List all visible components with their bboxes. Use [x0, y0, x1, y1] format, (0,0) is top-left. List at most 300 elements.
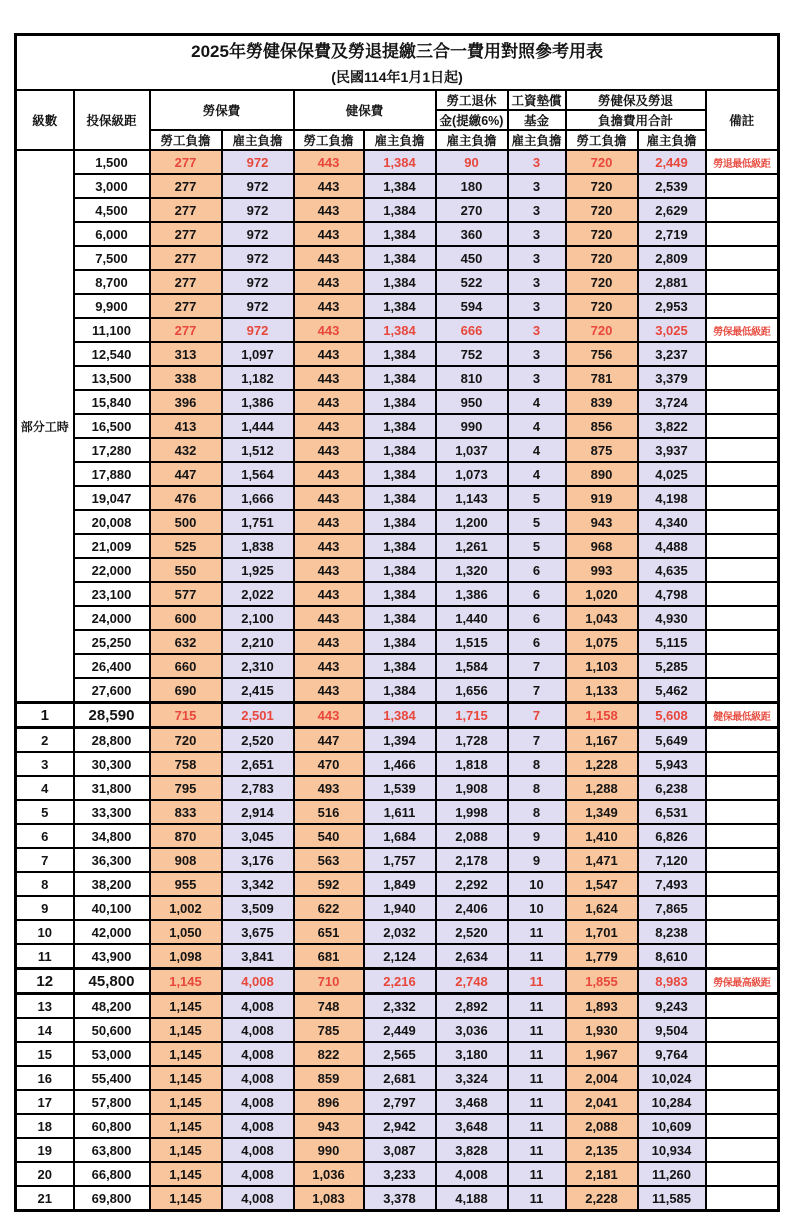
value-cell: 666 — [436, 318, 508, 342]
value-cell: 1,849 — [364, 872, 436, 896]
table-row — [16, 1018, 779, 1042]
value-cell: 660 — [150, 654, 222, 678]
value-cell: 1,133 — [566, 678, 638, 703]
value-cell: 875 — [566, 438, 638, 462]
value-cell: 1,384 — [364, 486, 436, 510]
value-cell: 443 — [294, 270, 364, 294]
remark-cell — [706, 366, 779, 390]
value-cell: 11 — [508, 994, 566, 1019]
value-cell: 2,629 — [638, 198, 706, 222]
value-cell: 1,930 — [566, 1018, 638, 1042]
bracket-cell: 15,840 — [74, 390, 150, 414]
value-cell: 752 — [436, 342, 508, 366]
value-cell: 2,088 — [566, 1114, 638, 1138]
table-row — [16, 438, 779, 462]
value-cell: 5,649 — [638, 728, 706, 753]
bracket-cell: 17,280 — [74, 438, 150, 462]
table-row — [16, 824, 779, 848]
level-cell: 8 — [16, 872, 74, 896]
value-cell: 3,237 — [638, 342, 706, 366]
value-cell: 4 — [508, 414, 566, 438]
value-cell: 1,893 — [566, 994, 638, 1019]
value-cell: 1,925 — [222, 558, 294, 582]
value-cell: 1,349 — [566, 800, 638, 824]
level-cell: 6 — [16, 824, 74, 848]
value-cell: 447 — [294, 728, 364, 753]
value-cell: 3,378 — [364, 1186, 436, 1211]
table-row — [16, 486, 779, 510]
value-cell: 270 — [436, 198, 508, 222]
remark-cell — [706, 414, 779, 438]
value-cell: 2,041 — [566, 1090, 638, 1114]
bracket-cell: 53,000 — [74, 1042, 150, 1066]
value-cell: 313 — [150, 342, 222, 366]
bracket-cell: 4,500 — [74, 198, 150, 222]
value-cell: 720 — [566, 318, 638, 342]
value-cell: 4,798 — [638, 582, 706, 606]
value-cell: 2,310 — [222, 654, 294, 678]
table-row — [16, 318, 779, 342]
table-row — [16, 222, 779, 246]
value-cell: 4,488 — [638, 534, 706, 558]
value-cell: 758 — [150, 752, 222, 776]
remark-cell — [706, 752, 779, 776]
value-cell: 3 — [508, 198, 566, 222]
value-cell: 622 — [294, 896, 364, 920]
value-cell: 1,701 — [566, 920, 638, 944]
value-cell: 1,384 — [364, 438, 436, 462]
header-wage-fund-employer-share: 雇主負擔 — [508, 130, 566, 150]
value-cell: 1,097 — [222, 342, 294, 366]
value-cell: 993 — [566, 558, 638, 582]
value-cell: 4,008 — [222, 1138, 294, 1162]
value-cell: 4,188 — [436, 1186, 508, 1211]
value-cell: 180 — [436, 174, 508, 198]
value-cell: 2,100 — [222, 606, 294, 630]
value-cell: 3 — [508, 342, 566, 366]
header-total-line1: 勞健保及勞退 — [566, 90, 706, 110]
value-cell: 5,115 — [638, 630, 706, 654]
value-cell: 720 — [566, 174, 638, 198]
value-cell: 2,942 — [364, 1114, 436, 1138]
value-cell: 1,145 — [150, 1066, 222, 1090]
value-cell: 839 — [566, 390, 638, 414]
value-cell: 943 — [294, 1114, 364, 1138]
value-cell: 1,384 — [364, 150, 436, 174]
value-cell: 4 — [508, 462, 566, 486]
value-cell: 3,675 — [222, 920, 294, 944]
value-cell: 2,178 — [436, 848, 508, 872]
value-cell: 2,520 — [222, 728, 294, 753]
value-cell: 1,779 — [566, 944, 638, 969]
table-row — [16, 776, 779, 800]
table-row — [16, 630, 779, 654]
value-cell: 443 — [294, 150, 364, 174]
table-row — [16, 872, 779, 896]
level-cell: 14 — [16, 1018, 74, 1042]
bracket-cell: 3,000 — [74, 174, 150, 198]
value-cell: 781 — [566, 366, 638, 390]
value-cell: 715 — [150, 703, 222, 728]
remark-cell: 勞退最低級距 — [706, 150, 779, 174]
level-cell: 5 — [16, 800, 74, 824]
remark-cell — [706, 534, 779, 558]
header-wage-fund-line2: 基金 — [508, 110, 566, 130]
value-cell: 3,724 — [638, 390, 706, 414]
value-cell: 10,934 — [638, 1138, 706, 1162]
bracket-cell: 57,800 — [74, 1090, 150, 1114]
value-cell: 443 — [294, 366, 364, 390]
table-row — [16, 969, 779, 994]
value-cell: 1,855 — [566, 969, 638, 994]
value-cell: 577 — [150, 582, 222, 606]
value-cell: 277 — [150, 198, 222, 222]
bracket-cell: 55,400 — [74, 1066, 150, 1090]
level-cell: 21 — [16, 1186, 74, 1211]
value-cell: 540 — [294, 824, 364, 848]
table-row — [16, 342, 779, 366]
value-cell: 2,953 — [638, 294, 706, 318]
value-cell: 1,751 — [222, 510, 294, 534]
remark-cell — [706, 630, 779, 654]
value-cell: 1,384 — [364, 174, 436, 198]
value-cell: 6 — [508, 558, 566, 582]
value-cell: 756 — [566, 342, 638, 366]
value-cell: 1,908 — [436, 776, 508, 800]
value-cell: 5 — [508, 486, 566, 510]
table-row — [16, 654, 779, 678]
table-row — [16, 1186, 779, 1211]
value-cell: 443 — [294, 414, 364, 438]
bracket-cell: 45,800 — [74, 969, 150, 994]
value-cell: 6,531 — [638, 800, 706, 824]
table-row — [16, 558, 779, 582]
value-cell: 277 — [150, 294, 222, 318]
value-cell: 447 — [150, 462, 222, 486]
bracket-cell: 16,500 — [74, 414, 150, 438]
value-cell: 3,822 — [638, 414, 706, 438]
table-row — [16, 414, 779, 438]
value-cell: 651 — [294, 920, 364, 944]
value-cell: 1,611 — [364, 800, 436, 824]
value-cell: 4,008 — [222, 1114, 294, 1138]
value-cell: 11 — [508, 1186, 566, 1211]
value-cell: 3,509 — [222, 896, 294, 920]
header-total-employee-share: 勞工負擔 — [566, 130, 638, 150]
value-cell: 1,384 — [364, 246, 436, 270]
value-cell: 2,565 — [364, 1042, 436, 1066]
bracket-cell: 26,400 — [74, 654, 150, 678]
value-cell: 990 — [294, 1138, 364, 1162]
bracket-cell: 28,800 — [74, 728, 150, 753]
bracket-cell: 17,880 — [74, 462, 150, 486]
value-cell: 277 — [150, 270, 222, 294]
value-cell: 1,386 — [222, 390, 294, 414]
value-cell: 1,715 — [436, 703, 508, 728]
header-health-employer-share: 雇主負擔 — [364, 130, 436, 150]
value-cell: 1,083 — [294, 1186, 364, 1211]
value-cell: 822 — [294, 1042, 364, 1066]
remark-cell — [706, 848, 779, 872]
header-level: 級數 — [16, 90, 74, 150]
value-cell: 1,320 — [436, 558, 508, 582]
value-cell: 896 — [294, 1090, 364, 1114]
remark-cell — [706, 462, 779, 486]
value-cell: 1,384 — [364, 198, 436, 222]
value-cell: 11 — [508, 1066, 566, 1090]
remark-cell — [706, 1090, 779, 1114]
value-cell: 908 — [150, 848, 222, 872]
table-row — [16, 510, 779, 534]
bracket-cell: 19,047 — [74, 486, 150, 510]
value-cell: 1,384 — [364, 222, 436, 246]
value-cell: 7,120 — [638, 848, 706, 872]
value-cell: 11 — [508, 969, 566, 994]
table-row — [16, 198, 779, 222]
header-total-employer-share: 雇主負擔 — [638, 130, 706, 150]
value-cell: 90 — [436, 150, 508, 174]
value-cell: 3,045 — [222, 824, 294, 848]
value-cell: 7 — [508, 654, 566, 678]
value-cell: 785 — [294, 1018, 364, 1042]
value-cell: 2,809 — [638, 246, 706, 270]
value-cell: 870 — [150, 824, 222, 848]
level-cell: 17 — [16, 1090, 74, 1114]
value-cell: 720 — [566, 270, 638, 294]
value-cell: 11 — [508, 1090, 566, 1114]
table-row — [16, 294, 779, 318]
table-row — [16, 848, 779, 872]
value-cell: 2,415 — [222, 678, 294, 703]
value-cell: 522 — [436, 270, 508, 294]
value-cell: 720 — [566, 198, 638, 222]
value-cell: 710 — [294, 969, 364, 994]
value-cell: 443 — [294, 222, 364, 246]
value-cell: 4,008 — [436, 1162, 508, 1186]
bracket-cell: 42,000 — [74, 920, 150, 944]
value-cell: 968 — [566, 534, 638, 558]
value-cell: 1,002 — [150, 896, 222, 920]
table-row — [16, 896, 779, 920]
bracket-cell: 48,200 — [74, 994, 150, 1019]
bracket-cell: 20,008 — [74, 510, 150, 534]
bracket-cell: 22,000 — [74, 558, 150, 582]
value-cell: 690 — [150, 678, 222, 703]
remark-cell — [706, 606, 779, 630]
value-cell: 1,384 — [364, 654, 436, 678]
value-cell: 720 — [566, 294, 638, 318]
value-cell: 4,340 — [638, 510, 706, 534]
level-cell: 4 — [16, 776, 74, 800]
bracket-cell: 43,900 — [74, 944, 150, 969]
value-cell: 6 — [508, 606, 566, 630]
value-cell: 1,167 — [566, 728, 638, 753]
remark-cell — [706, 342, 779, 366]
value-cell: 9 — [508, 824, 566, 848]
table-row — [16, 150, 779, 174]
value-cell: 7 — [508, 703, 566, 728]
value-cell: 550 — [150, 558, 222, 582]
table-row — [16, 994, 779, 1019]
value-cell: 2,181 — [566, 1162, 638, 1186]
table-row — [16, 703, 779, 728]
table-row — [16, 1042, 779, 1066]
value-cell: 3 — [508, 174, 566, 198]
value-cell: 3,468 — [436, 1090, 508, 1114]
value-cell: 1,384 — [364, 582, 436, 606]
value-cell: 950 — [436, 390, 508, 414]
value-cell: 1,036 — [294, 1162, 364, 1186]
value-cell: 6,238 — [638, 776, 706, 800]
header-row-groups — [16, 90, 779, 110]
value-cell: 2,539 — [638, 174, 706, 198]
remark-cell: 健保最低級距 — [706, 703, 779, 728]
value-cell: 4 — [508, 438, 566, 462]
value-cell: 3 — [508, 366, 566, 390]
header-pension-line1: 勞工退休 — [436, 90, 508, 110]
value-cell: 1,384 — [364, 390, 436, 414]
bracket-cell: 8,700 — [74, 270, 150, 294]
remark-cell — [706, 994, 779, 1019]
value-cell: 3,648 — [436, 1114, 508, 1138]
remark-cell — [706, 944, 779, 969]
value-cell: 4 — [508, 390, 566, 414]
value-cell: 8 — [508, 752, 566, 776]
value-cell: 470 — [294, 752, 364, 776]
value-cell: 1,145 — [150, 1186, 222, 1211]
value-cell: 919 — [566, 486, 638, 510]
value-cell: 443 — [294, 678, 364, 703]
value-cell: 1,384 — [364, 342, 436, 366]
value-cell: 2,332 — [364, 994, 436, 1019]
remark-cell — [706, 246, 779, 270]
value-cell: 338 — [150, 366, 222, 390]
value-cell: 1,145 — [150, 1162, 222, 1186]
value-cell: 1,656 — [436, 678, 508, 703]
value-cell: 443 — [294, 630, 364, 654]
value-cell: 1,444 — [222, 414, 294, 438]
value-cell: 1,394 — [364, 728, 436, 753]
value-cell: 10,284 — [638, 1090, 706, 1114]
value-cell: 10 — [508, 896, 566, 920]
value-cell: 11 — [508, 1042, 566, 1066]
value-cell: 443 — [294, 654, 364, 678]
remark-cell — [706, 390, 779, 414]
value-cell: 1,384 — [364, 462, 436, 486]
value-cell: 413 — [150, 414, 222, 438]
remark-cell — [706, 776, 779, 800]
bracket-cell: 6,000 — [74, 222, 150, 246]
level-cell: 15 — [16, 1042, 74, 1066]
remark-cell — [706, 1186, 779, 1211]
value-cell: 525 — [150, 534, 222, 558]
value-cell: 2,228 — [566, 1186, 638, 1211]
remark-cell — [706, 1162, 779, 1186]
table-row — [16, 678, 779, 703]
table-row — [16, 800, 779, 824]
value-cell: 1,145 — [150, 1138, 222, 1162]
value-cell: 4,930 — [638, 606, 706, 630]
value-cell: 795 — [150, 776, 222, 800]
bracket-cell: 24,000 — [74, 606, 150, 630]
value-cell: 2,681 — [364, 1066, 436, 1090]
bracket-cell: 38,200 — [74, 872, 150, 896]
value-cell: 1,228 — [566, 752, 638, 776]
value-cell: 7 — [508, 678, 566, 703]
value-cell: 2,892 — [436, 994, 508, 1019]
level-cell: 3 — [16, 752, 74, 776]
header-total-line2: 負擔費用合計 — [566, 110, 706, 130]
value-cell: 1,684 — [364, 824, 436, 848]
value-cell: 2,783 — [222, 776, 294, 800]
title-row — [16, 35, 779, 91]
bracket-cell: 9,900 — [74, 294, 150, 318]
remark-cell — [706, 872, 779, 896]
table-row — [16, 582, 779, 606]
value-cell: 2,501 — [222, 703, 294, 728]
value-cell: 3,087 — [364, 1138, 436, 1162]
level-cell: 2 — [16, 728, 74, 753]
value-cell: 443 — [294, 606, 364, 630]
value-cell: 9,243 — [638, 994, 706, 1019]
value-cell: 277 — [150, 174, 222, 198]
remark-cell — [706, 1114, 779, 1138]
value-cell: 9,764 — [638, 1042, 706, 1066]
value-cell: 1,288 — [566, 776, 638, 800]
level-cell: 10 — [16, 920, 74, 944]
value-cell: 5,285 — [638, 654, 706, 678]
value-cell: 990 — [436, 414, 508, 438]
remark-cell — [706, 1042, 779, 1066]
value-cell: 1,145 — [150, 1018, 222, 1042]
value-cell: 2,124 — [364, 944, 436, 969]
value-cell: 632 — [150, 630, 222, 654]
value-cell: 1,466 — [364, 752, 436, 776]
value-cell: 5,943 — [638, 752, 706, 776]
remark-cell — [706, 438, 779, 462]
remark-cell — [706, 582, 779, 606]
level-cell: 7 — [16, 848, 74, 872]
value-cell: 443 — [294, 534, 364, 558]
value-cell: 1,145 — [150, 1114, 222, 1138]
value-cell: 1,098 — [150, 944, 222, 969]
value-cell: 443 — [294, 438, 364, 462]
value-cell: 1,037 — [436, 438, 508, 462]
value-cell: 720 — [150, 728, 222, 753]
table-row — [16, 1090, 779, 1114]
value-cell: 1,998 — [436, 800, 508, 824]
remark-cell — [706, 558, 779, 582]
value-cell: 1,384 — [364, 414, 436, 438]
remark-cell — [706, 824, 779, 848]
level-cell: 12 — [16, 969, 74, 994]
value-cell: 1,940 — [364, 896, 436, 920]
value-cell: 10 — [508, 872, 566, 896]
value-cell: 443 — [294, 294, 364, 318]
bracket-cell: 11,100 — [74, 318, 150, 342]
remark-cell — [706, 1066, 779, 1090]
value-cell: 1,512 — [222, 438, 294, 462]
value-cell: 1,020 — [566, 582, 638, 606]
remark-cell — [706, 654, 779, 678]
table-row — [16, 920, 779, 944]
value-cell: 2,292 — [436, 872, 508, 896]
value-cell: 277 — [150, 222, 222, 246]
value-cell: 8,983 — [638, 969, 706, 994]
value-cell: 1,384 — [364, 678, 436, 703]
value-cell: 2,634 — [436, 944, 508, 969]
value-cell: 443 — [294, 558, 364, 582]
